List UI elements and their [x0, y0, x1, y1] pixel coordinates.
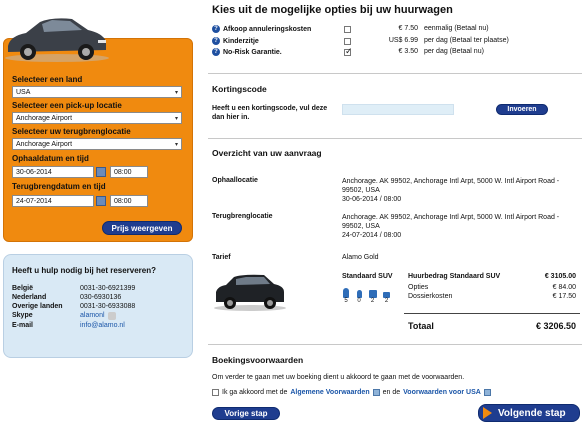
help-row-belgium [12, 285, 135, 292]
usa-terms-link[interactable]: Voorwaarden voor USA [403, 389, 481, 396]
large-bags-spec [368, 288, 377, 304]
show-price-button[interactable]: Prijs weergeven [102, 221, 182, 235]
return-time-input[interactable] [110, 195, 148, 207]
country-select-value: USA [16, 88, 31, 96]
return-location-value: Anchorage Airport [16, 140, 73, 148]
email-link[interactable]: info@alamo.nl [80, 322, 125, 329]
option-checkbox-cancellation[interactable] [344, 26, 351, 33]
option-label: Kinderzitje [223, 37, 259, 45]
return-address: Anchorage. AK 99502, Anchorage Intl Arpt, 5000 W. Intl Airport Road - 99502, USA [342, 214, 560, 230]
option-row-norisk [212, 48, 282, 56]
discount-text: Heeft u een kortingscode, vul deze dan hier in. [212, 105, 328, 121]
total-value: € 3206.50 [535, 321, 576, 331]
previous-step-button[interactable]: Vorige stap [212, 407, 280, 420]
option-checkbox-childseat[interactable] [344, 38, 351, 45]
terms-and-text: en de [382, 389, 401, 396]
small-bags-spec [382, 288, 391, 304]
price-title: Huurbedrag Standaard SUV [408, 273, 501, 280]
suitcase-icon [369, 290, 377, 298]
options-cost-value: € 84.00 [552, 284, 576, 291]
return-date-input[interactable] [12, 195, 94, 207]
divider [208, 73, 582, 74]
option-note: per dag (Betaal ter plaatse) [424, 37, 509, 44]
option-row-childseat [212, 37, 259, 45]
next-step-button[interactable] [478, 404, 580, 422]
discount-title: Kortingscode [212, 84, 267, 94]
pickup-location-label: Selecteer een pick-up locatie [12, 101, 122, 110]
return-datetime: 24-07-2014 / 08:00 [342, 232, 402, 239]
pickup-location-value: Anchorage Airport [16, 114, 73, 122]
help-key: Overige landen [12, 303, 63, 310]
help-key: Skype [12, 312, 33, 319]
rate-heading: Tarief [212, 254, 231, 261]
external-link-icon[interactable] [484, 389, 491, 396]
pickup-datetime: 30-06-2014 / 08:00 [342, 196, 402, 203]
terms-agree-prefix: Ik ga akkoord met de [222, 389, 288, 396]
country-label: Selecteer een land [12, 75, 83, 84]
help-icon[interactable]: ? [212, 48, 220, 56]
dossier-cost-label: Dossierkosten [408, 293, 453, 300]
checkmark-icon: ✓ [345, 46, 353, 56]
external-link-icon[interactable] [373, 389, 380, 396]
spec-value: 0 [357, 298, 361, 304]
help-icon[interactable]: ? [212, 37, 220, 45]
pickup-location-select[interactable] [12, 112, 182, 124]
discount-code-input[interactable] [342, 104, 454, 115]
rate-value: Alamo Gold [342, 254, 379, 261]
spec-value: 5 [344, 298, 348, 304]
next-step-label: Volgende stap [498, 407, 566, 419]
child-icon [357, 290, 362, 298]
option-note: eenmalig (Betaal nu) [424, 25, 489, 32]
passengers-spec [342, 288, 350, 304]
return-date-label: Terugbrengdatum en tijd [12, 182, 106, 191]
person-icon [343, 288, 349, 298]
pickup-time-value: 08:00 [114, 168, 132, 176]
return-time-value: 08:00 [114, 197, 132, 205]
return-location-details [342, 213, 582, 240]
spec-value: 2 [370, 298, 375, 304]
spec-value: 2 [384, 298, 389, 304]
car-image [2, 8, 112, 64]
general-terms-link[interactable]: Algemene Voorwaarden [290, 389, 370, 396]
pickup-date-input[interactable] [12, 166, 94, 178]
option-checkbox-norisk[interactable] [344, 46, 353, 56]
children-spec [355, 288, 363, 304]
return-location-label: Selecteer uw terugbrenglocatie [12, 127, 131, 136]
options-title: Kies uit de mogelijke opties bij uw huurwagen [212, 4, 453, 16]
pickup-date-value: 30-06-2014 [16, 168, 52, 176]
help-row-netherlands [12, 294, 121, 301]
pickup-location-heading: Ophaallocatie [212, 177, 258, 184]
skype-link[interactable]: alamonl [80, 312, 105, 319]
help-key: België [12, 285, 34, 292]
pickup-location-details [342, 177, 582, 204]
help-key: Nederland [12, 294, 47, 301]
help-value: 030-6930136 [80, 294, 122, 301]
play-arrow-icon [483, 407, 492, 419]
terms-title: Boekingsvoorwaarden [212, 355, 304, 365]
pickup-time-input[interactable] [110, 166, 148, 178]
suv-image [212, 272, 288, 312]
help-value: 0031-30-6921399 [80, 285, 136, 292]
divider [208, 344, 582, 345]
return-location-select[interactable] [12, 138, 182, 150]
option-price: € 3.50 [398, 48, 418, 55]
option-price: US$ 6.99 [388, 37, 418, 44]
help-icon[interactable]: ? [212, 25, 220, 33]
pickup-address: Anchorage. AK 99502, Anchorage Intl Arpt, 5000 W. Intl Airport Road - 99502, USA [342, 178, 560, 194]
chevron-down-icon: ▾ [174, 115, 178, 122]
car-class: Standaard SUV [342, 273, 393, 280]
help-title: Heeft u hulp nodig bij het reserveren? [12, 266, 157, 275]
help-row-skype [12, 312, 116, 320]
pickup-date-label: Ophaaldatum en tijd [12, 154, 89, 163]
skype-icon[interactable] [108, 312, 116, 320]
options-cost-label: Opties [408, 284, 429, 291]
dossier-cost-value: € 17.50 [552, 293, 576, 300]
chevron-down-icon: ▾ [174, 89, 178, 96]
chevron-down-icon: ▾ [174, 141, 178, 148]
terms-agree-checkbox[interactable] [212, 389, 219, 396]
return-date-value: 24-07-2014 [16, 197, 52, 205]
divider [208, 138, 582, 139]
country-select[interactable] [12, 86, 182, 98]
help-value: 0031-30-6933088 [80, 303, 136, 310]
calendar-icon[interactable] [96, 167, 106, 177]
help-row-other [12, 303, 135, 310]
overview-title: Overzicht van uw aanvraag [212, 148, 322, 158]
total-label: Totaal [408, 321, 434, 331]
option-note: per dag (Betaal nu) [424, 48, 484, 55]
total-divider [404, 313, 580, 314]
help-key: E-mail [12, 322, 34, 329]
help-row-email [12, 322, 125, 329]
apply-discount-button[interactable]: Invoeren [496, 104, 548, 115]
price-title-value: € 3105.00 [544, 273, 576, 280]
calendar-icon[interactable] [96, 196, 106, 206]
option-label: Afkoop annuleringskosten [223, 25, 312, 33]
car-spec-icons [342, 288, 391, 304]
return-location-heading: Terugbrenglocatie [212, 213, 273, 220]
terms-text: Om verder te gaan met uw boeking dient u akkoord te gaan met de voorwaarden. [212, 374, 465, 381]
option-price: € 7.50 [398, 25, 418, 32]
terms-agree-row [212, 389, 491, 396]
option-label: No-Risk Garantie. [223, 48, 282, 56]
option-row-cancellation [212, 25, 311, 33]
